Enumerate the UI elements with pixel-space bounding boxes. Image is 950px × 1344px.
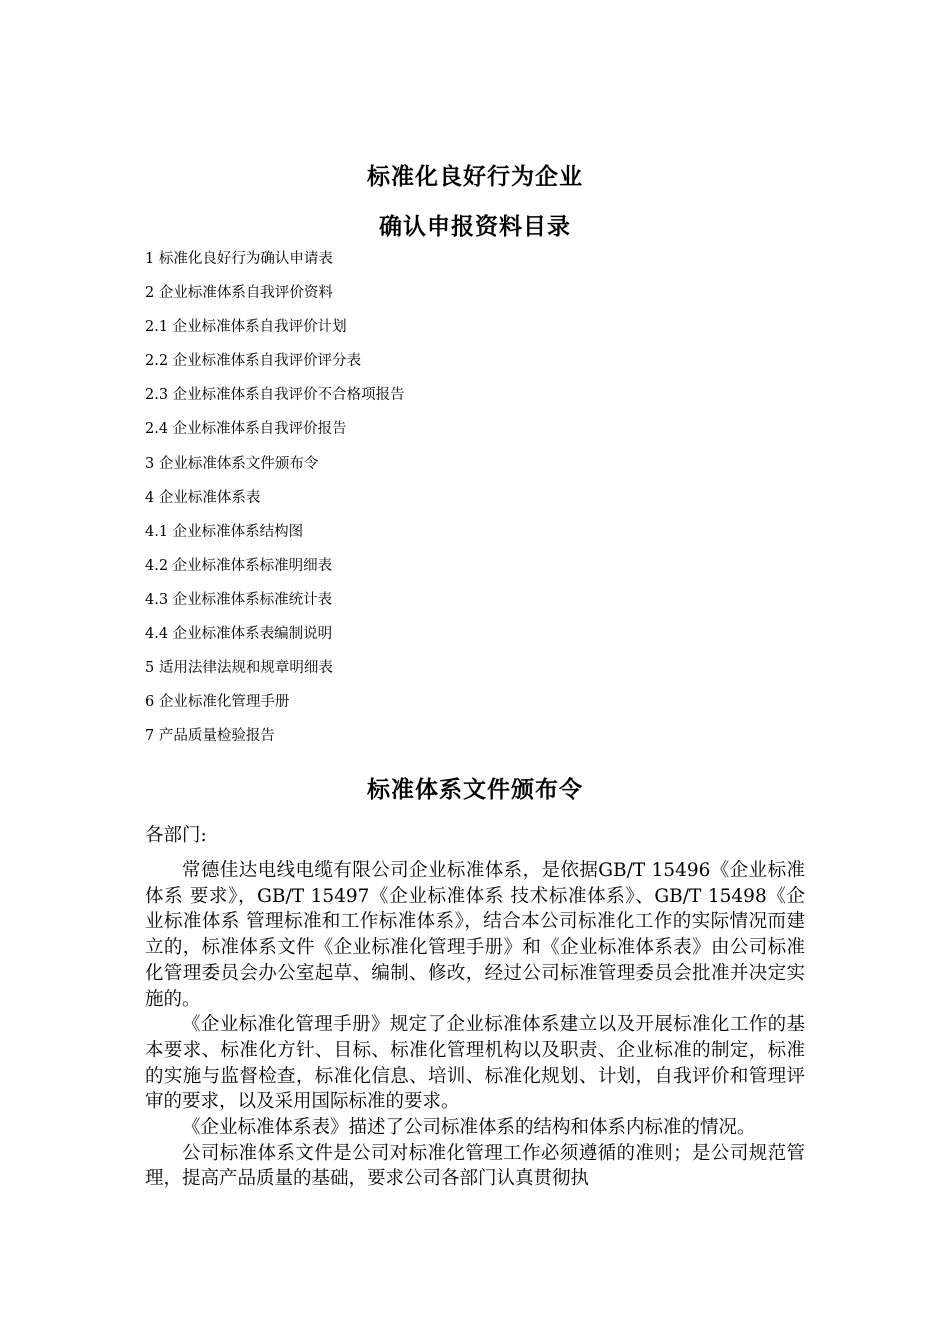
toc-item: 5 适用法律法规和规章明细表 xyxy=(145,660,333,677)
toc-item: 2.1 企业标准体系自我评价计划 xyxy=(145,319,347,336)
toc-item: 3 企业标准体系文件颁布令 xyxy=(145,455,319,472)
toc-item: 4.1 企业标准体系结构图 xyxy=(145,523,304,540)
body-paragraph: 《企业标准化管理手册》规定了企业标准体系建立以及开展标准化工作的基本要求、标准化方针、目标、标准化管理机构以及职责、企业标准的制定，标准的实施与监督检查，标准化信息、培训、标准化规划、计划，自我评价和管理评审的要求，以及采用国际标准的要求。 xyxy=(145,1014,805,1113)
toc-item: 4.2 企业标准体系标准明细表 xyxy=(145,557,333,574)
toc-item: 4 企业标准体系表 xyxy=(145,489,261,506)
toc-item: 1 标准化良好行为确认申请表 xyxy=(145,251,333,267)
table-of-contents xyxy=(145,248,405,759)
decree-body xyxy=(145,858,805,1192)
body-paragraph: 常德佳达电线电缆有限公司企业标准体系，是依据GB/T 15496《企业标准体系 要求》，GB/T 15497《企业标准体系 技术标准体系》、GB/T 15498《企业标准体系 管理标准和工作标准体系》，结合本公司标准化工作的实际情况而建立的，标准体系文件《企业标准化管理手册》和《企业标准体系表》由公司标准化管理委员会办公室起草、编制、修改，经过公司标准管理委员会批准并决定实施的。 xyxy=(145,860,805,1010)
salutation: 各部门: xyxy=(145,825,207,846)
document-title-line2: 确认申报资料目录 xyxy=(379,214,571,240)
toc-item: 2.3 企业标准体系自我评价不合格项报告 xyxy=(145,387,405,404)
toc-item: 2 企业标准体系自我评价资料 xyxy=(145,285,333,302)
toc-item: 4.3 企业标准体系标准统计表 xyxy=(145,591,333,608)
toc-item: 6 企业标准化管理手册 xyxy=(145,694,290,711)
toc-item: 4.4 企业标准体系表编制说明 xyxy=(145,626,333,643)
toc-item: 7 产品质量检验报告 xyxy=(145,728,275,745)
body-paragraph: 公司标准体系文件是公司对标准化管理工作必须遵循的准则；是公司规范管理，提高产品质量的基础，要求公司各部门认真贯彻执 xyxy=(145,1142,805,1190)
toc-item: 2.2 企业标准体系自我评价评分表 xyxy=(145,353,362,370)
body-paragraph: 《企业标准体系表》描述了公司标准体系的结构和体系内标准的情况。 xyxy=(182,1117,756,1139)
toc-item: 2.4 企业标准体系自我评价报告 xyxy=(145,421,347,438)
document-title-line1: 标准化良好行为企业 xyxy=(367,164,583,190)
section-title: 标准体系文件颁布令 xyxy=(367,777,583,803)
